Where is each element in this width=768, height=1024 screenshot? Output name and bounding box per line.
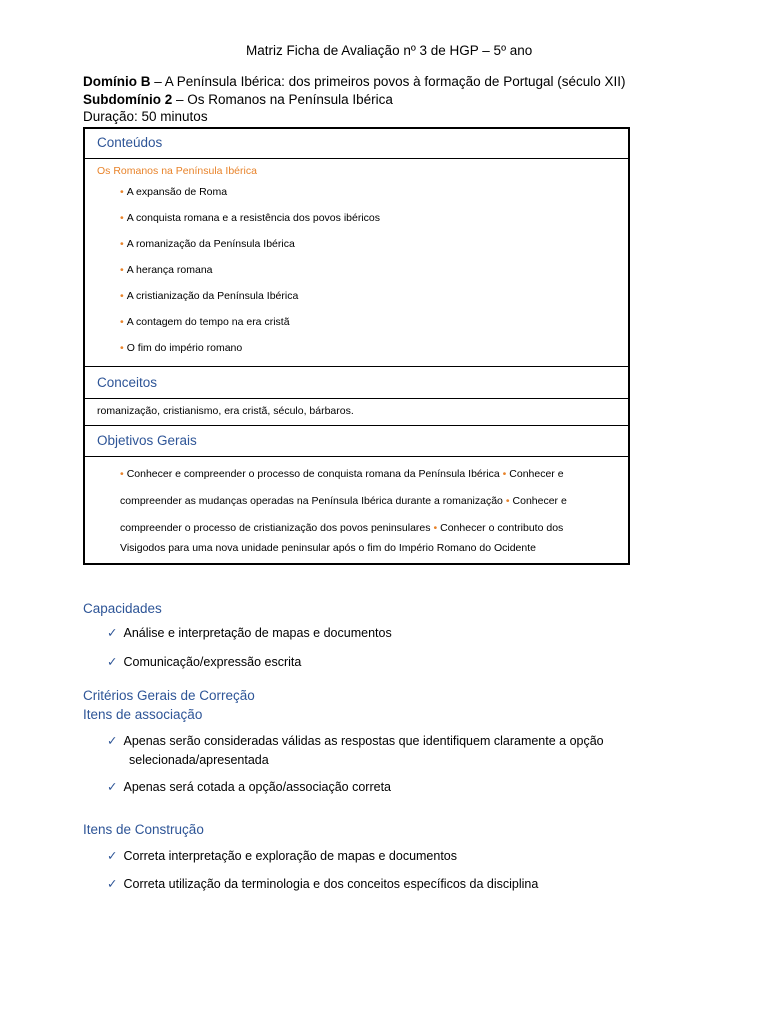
- checkmark-icon: ✓: [107, 655, 118, 669]
- capacity-item-label: Comunicação/expressão escrita: [123, 655, 302, 669]
- construction-item: [107, 876, 538, 891]
- association-item-label: Apenas serão consideradas válidas as respostas que identifiquem claramente a opção: [123, 734, 604, 748]
- association-item: [107, 779, 391, 794]
- bullet-icon: •: [120, 238, 124, 250]
- bullet-icon: •: [120, 290, 124, 302]
- construction-heading: Itens de Construção: [83, 822, 204, 837]
- objective-text: Conhecer e: [509, 468, 564, 480]
- bullet-icon: •: [120, 316, 124, 328]
- association-continuation: selecionada/apresentada: [129, 753, 269, 767]
- contents-item-label: A expansão de Roma: [126, 186, 228, 198]
- association-heading: Itens de associação: [83, 707, 203, 722]
- domain-label: Domínio B: [83, 74, 151, 89]
- bullet-icon: •: [505, 495, 510, 507]
- objectives-heading: Objetivos Gerais: [97, 433, 197, 448]
- capacities-heading: Capacidades: [83, 601, 162, 616]
- page-title: Matriz Ficha de Avaliação nº 3 de HGP – 5º ano: [246, 43, 533, 58]
- contents-item: [120, 186, 227, 198]
- construction-item: [107, 848, 457, 863]
- contents-item-label: A herança romana: [126, 264, 213, 276]
- construction-item-label: Correta interpretação e exploração de mapas e documentos: [123, 849, 458, 863]
- domain-description: [83, 73, 643, 109]
- checkmark-icon: ✓: [107, 849, 118, 863]
- objective-text: Conhecer e compreender o processo de conquista romana da Península Ibérica: [126, 468, 503, 480]
- divider: [83, 158, 630, 159]
- concepts-heading: Conceitos: [97, 375, 158, 390]
- contents-item: [120, 316, 290, 328]
- bullet-icon: •: [502, 468, 507, 480]
- divider: [83, 366, 630, 367]
- checkmark-icon: ✓: [107, 626, 118, 640]
- contents-subtitle: Os Romanos na Península Ibérica: [97, 165, 257, 177]
- contents-item: [120, 212, 380, 224]
- subdomain-label: Subdomínio 2: [83, 92, 173, 107]
- capacity-item: [107, 654, 301, 669]
- checkmark-icon: ✓: [107, 877, 118, 891]
- contents-item: [120, 290, 298, 302]
- objective-line: [120, 468, 564, 480]
- contents-item-label: A conquista romana e a resistência dos povos ibéricos: [126, 212, 380, 224]
- criteria-heading: Critérios Gerais de Correção: [83, 688, 255, 703]
- bullet-icon: •: [120, 264, 124, 276]
- construction-item-label: Correta utilização da terminologia e dos conceitos específicos da disciplina: [123, 877, 539, 891]
- contents-item-label: O fim do império romano: [126, 342, 243, 354]
- divider: [83, 456, 630, 457]
- objective-text: compreender as mudanças operadas na Península Ibérica durante a romanização: [120, 495, 506, 507]
- objective-text: Conhecer e: [512, 495, 567, 507]
- association-item-label: Apenas será cotada a opção/associação correta: [123, 780, 392, 794]
- bullet-icon: •: [120, 186, 124, 198]
- objective-line: [120, 495, 567, 507]
- contents-item: [120, 342, 242, 354]
- bullet-icon: •: [433, 522, 438, 534]
- contents-item: [120, 238, 295, 250]
- checkmark-icon: ✓: [107, 780, 118, 794]
- association-item: [107, 733, 604, 748]
- contents-item-label: A cristianização da Península Ibérica: [126, 290, 299, 302]
- capacity-item-label: Análise e interpretação de mapas e documentos: [123, 626, 392, 640]
- divider: [83, 398, 630, 399]
- contents-item-label: A romanização da Península Ibérica: [126, 238, 295, 250]
- objective-text: compreender o processo de cristianização dos povos peninsulares: [120, 522, 434, 534]
- bullet-icon: •: [120, 212, 124, 224]
- contents-item: [120, 264, 213, 276]
- objective-text: Visigodos para uma nova unidade peninsular após o fim do Império Romano do Ocidente: [120, 542, 536, 554]
- objective-text: Conhecer o contributo dos: [440, 522, 564, 534]
- bullet-icon: •: [120, 342, 124, 354]
- subdomain-text: – Os Romanos na Península Ibérica: [172, 92, 393, 107]
- checkmark-icon: ✓: [107, 734, 118, 748]
- contents-heading: Conteúdos: [97, 135, 163, 150]
- contents-item-label: A contagem do tempo na era cristã: [126, 316, 290, 328]
- concepts-text: romanização, cristianismo, era cristã, século, bárbaros.: [97, 405, 354, 417]
- divider: [83, 425, 630, 426]
- capacity-item: [107, 625, 392, 640]
- domain-text: – A Península Ibérica: dos primeiros povos à formação de Portugal (século XII): [150, 74, 626, 89]
- objective-line: [120, 542, 536, 554]
- duration: Duração: 50 minutos: [83, 109, 208, 124]
- bullet-icon: •: [120, 468, 124, 480]
- objective-line: [120, 522, 563, 534]
